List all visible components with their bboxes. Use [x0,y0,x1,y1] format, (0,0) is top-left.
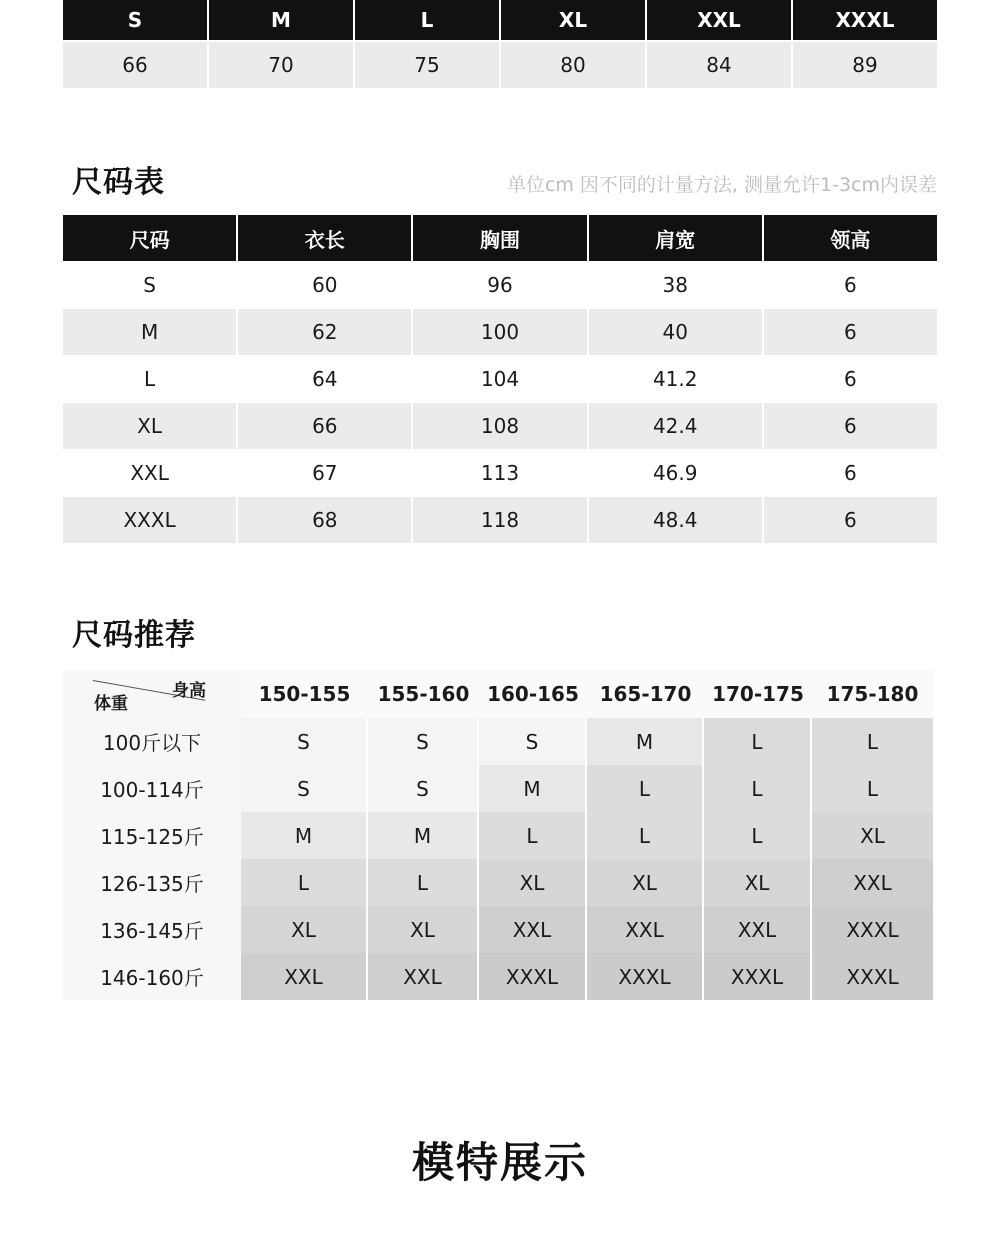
weight-label: 100-114斤 [63,765,241,812]
cell-size: M [63,309,236,355]
weight-label: 115-125斤 [63,812,241,859]
recommended-size-cell: L [704,718,812,765]
recommended-size-cell: XXXL [479,953,587,1000]
recommended-size-cell: XXXL [704,953,812,1000]
table-row [63,403,937,449]
cell-length: 66 [238,403,411,449]
cell-collar: 6 [764,262,937,308]
cell-collar: 6 [764,403,937,449]
corner-height-label: 身高 [172,681,206,701]
cell-chest: 100 [413,309,586,355]
height-header: 150-155 [241,670,368,718]
recommended-size-cell: XXXL [812,953,933,1000]
recommendation-body [63,718,933,1000]
header-chest: 胸围 [413,215,586,261]
table-row [63,450,937,496]
recommended-size-cell: L [812,765,933,812]
recommended-size-cell: M [587,718,704,765]
recommended-size-cell: S [368,765,479,812]
size-table [63,215,937,543]
cell-collar: 6 [764,309,937,355]
recommended-size-cell: L [704,812,812,859]
cell-shoulder: 40 [589,309,762,355]
top-value-cell: 84 [647,42,791,88]
recommended-size-cell: XXL [241,953,368,1000]
cell-length: 68 [238,497,411,543]
cell-chest: 108 [413,403,586,449]
size-table-note: 单位cm 因不同的计量方法, 测量允许1-3cm内误差 [506,174,937,196]
cell-length: 62 [238,309,411,355]
top-table-row [63,42,937,88]
table-row [63,497,937,543]
cell-chest: 96 [413,262,586,308]
recommended-size-cell: XL [812,812,933,859]
cell-chest: 113 [413,450,586,496]
top-header-cell: XXXL [793,0,937,40]
recommended-size-cell: XL [704,859,812,906]
size-table-title: 尺码表 [72,165,165,200]
cell-size: XXL [63,450,236,496]
cell-shoulder: 46.9 [589,450,762,496]
cell-shoulder: 42.4 [589,403,762,449]
height-header: 175-180 [812,670,933,718]
height-header: 170-175 [704,670,812,718]
top-size-table [63,0,937,88]
weight-label: 136-145斤 [63,906,241,953]
table-row [63,718,933,765]
header-size: 尺码 [63,215,236,261]
recommended-size-cell: S [479,718,587,765]
top-value-cell: 66 [63,42,207,88]
model-section-title: 模特展示 [411,1138,588,1187]
recommended-size-cell: XXL [812,859,933,906]
recommended-size-cell: M [479,765,587,812]
size-table-body [63,262,937,543]
recommended-size-cell: L [368,859,479,906]
size-table-header [63,215,937,261]
cell-size: L [63,356,236,402]
recommended-size-cell: L [241,859,368,906]
top-value-cell: 80 [501,42,645,88]
recommended-size-cell: XXXL [812,906,933,953]
recommended-size-cell: L [812,718,933,765]
recommended-size-cell: XL [587,859,704,906]
top-value-cell: 89 [793,42,937,88]
header-shoulder: 肩宽 [589,215,762,261]
recommended-size-cell: XL [241,906,368,953]
cell-collar: 6 [764,356,937,402]
recommended-size-cell: L [587,765,704,812]
recommended-size-cell: M [241,812,368,859]
recommended-size-cell: L [479,812,587,859]
table-row [63,309,937,355]
table-row [63,906,933,953]
top-header-cell: XL [501,0,645,40]
cell-collar: 6 [764,450,937,496]
recommended-size-cell: M [368,812,479,859]
recommendation-header [63,670,933,718]
cell-collar: 6 [764,497,937,543]
recommended-size-cell: L [704,765,812,812]
recommended-size-cell: XXL [368,953,479,1000]
cell-size: XL [63,403,236,449]
table-row [63,812,933,859]
weight-label: 126-135斤 [63,859,241,906]
recommended-size-cell: S [368,718,479,765]
corner-cell [63,670,241,718]
recommended-size-cell: XL [479,859,587,906]
recommended-size-cell: XXL [587,906,704,953]
recommended-size-cell: XXL [704,906,812,953]
weight-label: 146-160斤 [63,953,241,1000]
recommended-size-cell: XXXL [587,953,704,1000]
cell-chest: 118 [413,497,586,543]
height-header: 165-170 [587,670,704,718]
corner-weight-label: 体重 [94,694,128,714]
header-length: 衣长 [238,215,411,261]
recommended-size-cell: S [241,718,368,765]
table-row [63,356,937,402]
height-header: 155-160 [368,670,479,718]
table-row [63,765,933,812]
cell-length: 67 [238,450,411,496]
top-header-cell: L [355,0,499,40]
header-collar: 领高 [764,215,937,261]
recommended-size-cell: L [587,812,704,859]
cell-length: 60 [238,262,411,308]
cell-length: 64 [238,356,411,402]
top-header-cell: M [209,0,353,40]
cell-chest: 104 [413,356,586,402]
recommended-size-cell: XL [368,906,479,953]
recommended-size-cell: S [241,765,368,812]
recommended-size-cell: XXL [479,906,587,953]
top-header-cell: S [63,0,207,40]
cell-shoulder: 41.2 [589,356,762,402]
table-row [63,953,933,1000]
cell-size: S [63,262,236,308]
top-value-cell: 75 [355,42,499,88]
top-header-cell: XXL [647,0,791,40]
cell-shoulder: 48.4 [589,497,762,543]
recommendation-title: 尺码推荐 [72,618,196,653]
top-table-header [63,0,937,40]
recommendation-table [63,670,933,1000]
height-header: 160-165 [479,670,587,718]
table-row [63,859,933,906]
weight-label: 100斤以下 [63,718,241,765]
cell-size: XXXL [63,497,236,543]
table-row [63,262,937,308]
cell-shoulder: 38 [589,262,762,308]
top-value-cell: 70 [209,42,353,88]
